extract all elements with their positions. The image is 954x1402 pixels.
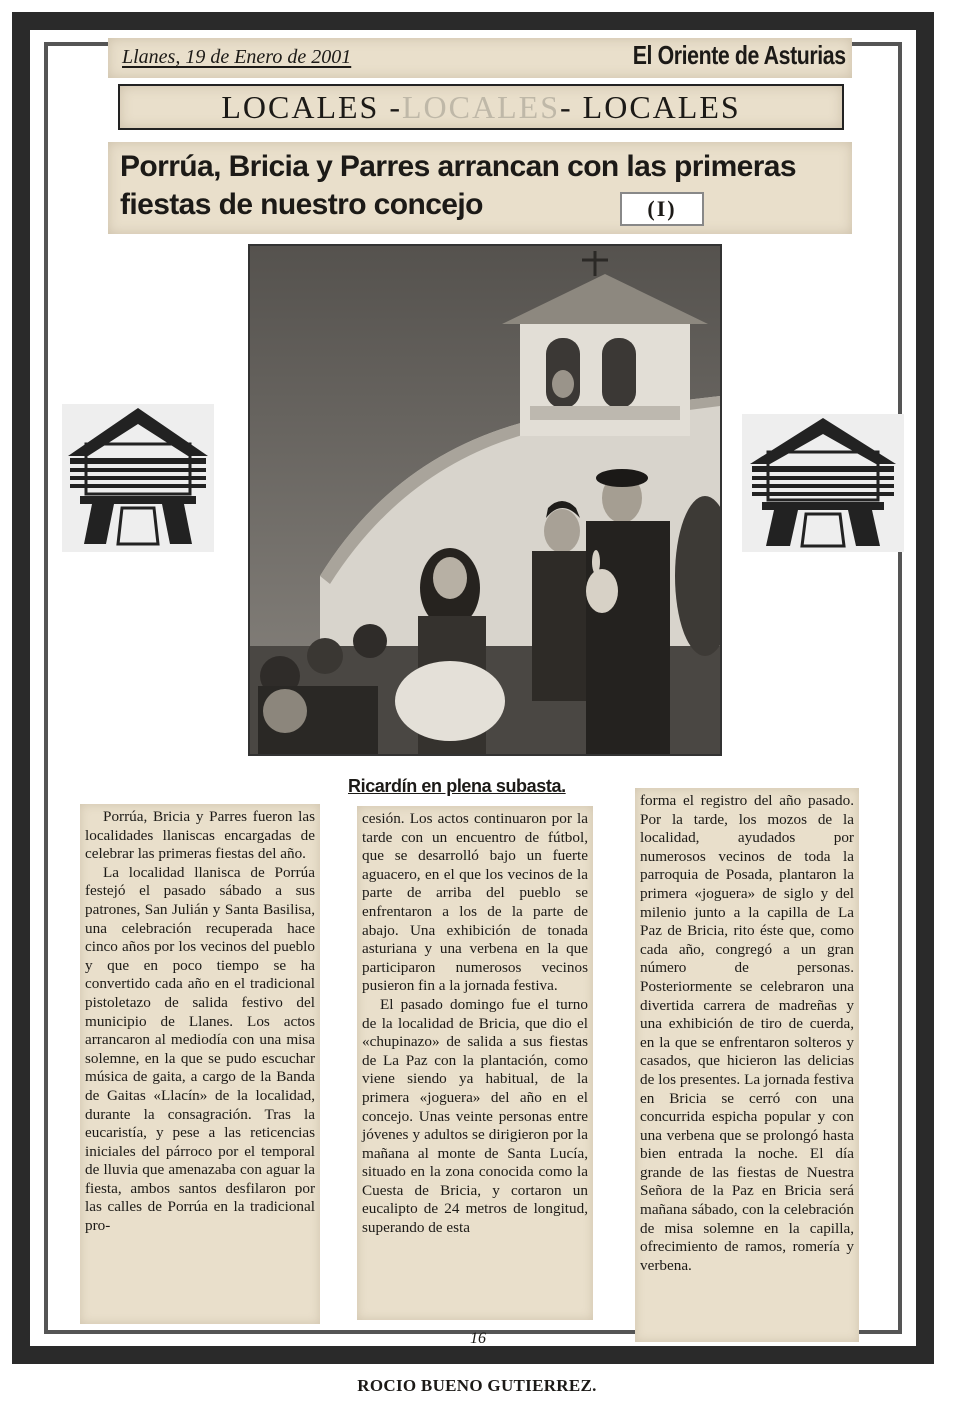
horreo-icon bbox=[742, 414, 904, 552]
publication-date: Llanes, 19 de Enero de 2001 bbox=[122, 46, 352, 68]
paragraph: Porrúa, Bricia y Parres fueron las localidades llaniscas encargadas de celebrar las primeras fiestas del año. bbox=[85, 808, 315, 863]
article-column-3 bbox=[635, 788, 859, 1342]
article-photo bbox=[248, 244, 722, 756]
part-badge: (I) bbox=[620, 192, 704, 226]
author-credit: ROCIO BUENO GUTIERREZ. bbox=[357, 1376, 597, 1395]
headline-line-1: Porrúa, Bricia y Parres arrancan con las primeras bbox=[120, 150, 796, 183]
horreo-icon bbox=[62, 404, 214, 552]
headline-line-2: fiestas de nuestro concejo bbox=[120, 188, 483, 221]
section-label-3: - LOCALES bbox=[560, 88, 741, 125]
section-banner bbox=[118, 84, 844, 130]
photo-caption: Ricardín en plena subasta. bbox=[348, 776, 566, 796]
section-label-1: LOCALES - bbox=[221, 88, 402, 125]
article-column-1 bbox=[80, 804, 320, 1324]
page-number: 16 bbox=[470, 1330, 486, 1347]
masthead bbox=[108, 38, 852, 78]
headline bbox=[120, 148, 840, 224]
paragraph: El pasado domingo fue el turno de la localidad de Bricia, que dio el «chupinazo» de salida a sus fiestas de La Paz con la plantación, como viene siendo ya habitual, de la primera «joguera» del año en el concejo. Unas veinte personas entre jóvenes y adultos se dirigieron por la mañana al monte de Santa Lucía, situado en la zona conocida como la Cuesta de Bricia, y cortaron un eucalipto de 24 metros de longitud, superando de esta bbox=[362, 995, 588, 1237]
section-label-2: LOCALES bbox=[402, 88, 560, 125]
paragraph: forma el registro del año pasado. Por la tarde, los mozos de la localidad, ayudados por numerosos vecinos de toda la parroquia de Posada, plantaron la primera «joguera» de siglo y del milenio junto a la capilla de La Paz de Bricia, rito éste que, como cada año, congregó a un gran número de personas. Posteriormente se celebraron una divertida carrera de madreñas y una exhibición de tiro de cuerda, en la que se enfrentaron solteros y casados, que hicieron las delicias de los presentes. La jornada festiva en Bricia se cerró con una concurrida espicha popular y con una verbena que se prolongó hasta bien entrada la noche. El día grande de las fiestas de Nuestra Señora de la Paz en Bricia será mañana sábado, con la celebración de misa solemne en la capilla, ofrecimiento de ramos, romería y verbena. bbox=[640, 792, 854, 1274]
headline-block bbox=[108, 142, 852, 234]
paragraph: La localidad llanisca de Porrúa festejó el pasado sábado a sus patrones, San Julián y Santa Basilisa, una celebración recuperada hace cinco años por los vecinos del pueblo y que en poco tiempo se ha convertido cada año en el tradicional pistoletazo de salida festivo del municipio de Llanes. Los actos arrancaron al mediodía con una misa solemne, en la que se pudo escuchar música de gaita, a cargo de la Banda de Gaitas «Llacín» de la localidad, durante la consagración. Tras la eucaristía, y pese a las reticencias iniciales del párroco por el temporal de lluvia que amenazaba con aguar la fiesta, ambos santos desfilaron por las calles de Porrúa en la tradicional pro- bbox=[85, 863, 315, 1235]
paragraph: cesión. Los actos continuaron por la tarde con un encuentro de fútbol, que se desarrolló bajo un fuerte aguacero, en el que los vecinos de la parte de arriba del pueblo se enfrentaron a los de la parte de abajo. Una exhibición de tonada asturiana y una verbena en la que participaron numerosos vecinos pusieron fin a la jornada festiva. bbox=[362, 810, 588, 995]
article-column-2 bbox=[357, 806, 593, 1320]
photo-illustration bbox=[250, 246, 720, 754]
newspaper-name: El Oriente de Asturias bbox=[633, 40, 846, 70]
